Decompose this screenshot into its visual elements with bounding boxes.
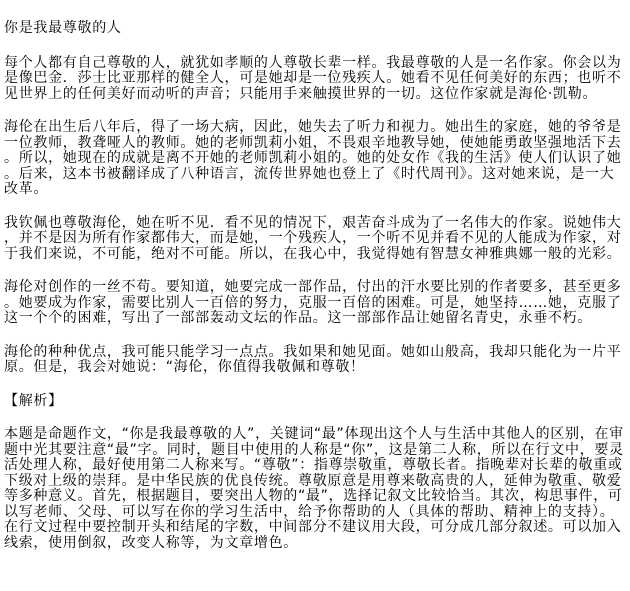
analysis-body-text: 本题是命题作文，“你是我最尊敬的人”，关键词“最”体现出这个人与生活中其他人的区别，在审题中光其要注意“最”字。同时，题目中使用的人称是“你”，这是第二人称，所以在行文中，要灵活处理人称，最好使用第二人称来写。“尊敬”：指尊崇敬重，尊敬长者。指晚辈对长辈的敬重或下级对上级的崇拜。是中华民族的优良传统。尊敬原意是用尊来敬高贵的人，延伸为敬重、敬爱等多种意义。首先，根据题目，要突出人物的“最”，选择记叙文比较恰当。其次，构思事件，可以写老师、父母、可以写在你的学习生活中，给予你帮助的人（具体的帮助、精神上的支持）。在行文过程中要控制开头和结尾的字数，中间部分不建议用大段，可分成几部分叙述。可以加入线索，使用倒叙，改变人称等，为文章增色。 (4, 426, 624, 551)
analysis-section-header: 【解析】 (4, 392, 63, 409)
essay-paragraph-perseverance: 海伦对创作的一丝不苟。要知道，她要完成一部作品，付出的汗水要比别的作者要多，甚至更多。她要成为作家，需要比别人一百倍的努力，克服一百倍的困难。可是，她坚持……她，克服了这一个个的困难，写出了一部部轰动文坛的作品。这一部部作品让她留名青史，永垂不朽。 (4, 279, 622, 326)
essay-title: 你是我最尊敬的人 (4, 20, 122, 36)
essay-paragraph-closing: 海伦的种种优点，我可能只能学习一点点。我如果和她见面。她如山般高，我却只能化为一片平原。但是，我会对她说：“海伦，你值得我敬佩和尊敬！ (4, 343, 622, 375)
essay-paragraph-illness: 海伦在出生后八年后，得了一场大病，因此，她失去了听力和视力。她出生的家庭，她的爷爷是一位教师，教聋哑人的教师。她的老师凯莉小姐，不畏艰辛地教导她，使她能勇敢坚强地活下去。所以，她现在的成就是离不开她的老师凯莉小姐的。她的处女作《我的生活》使人们认识了她。后来，这本书被翻译成了八种语言，流传世界她也登上了《时代周刊》。这对她来说，是一大改革。 (4, 119, 622, 197)
essay-paragraph-admiration: 我钦佩也尊敬海伦，她在听不见．看不见的情况下，艰苦奋斗成为了一名伟大的作家。说她伟大，并不是因为所有作家都伟大，而是她，一个残疾人，一个听不见并看不见的人能成为作家，对于我们来说，不可能，绝对不可能。所以，在我心中，我觉得她有智慧女神雅典娜一般的光彩。 (4, 214, 622, 262)
essay-paragraph-intro: 每个人都有自己尊敬的人，就犹如孝顺的人尊敬长辈一样。我最尊敬的人是一名作家。你会以为是像巴金．莎士比亚那样的健全人，可是她却是一位残疾人。她看不见任何美好的东西；也听不见世界上的任何美好而动听的声音；只能用手来触摸世界的一切。这位作家就是海伦·凯勒。 (4, 54, 622, 102)
